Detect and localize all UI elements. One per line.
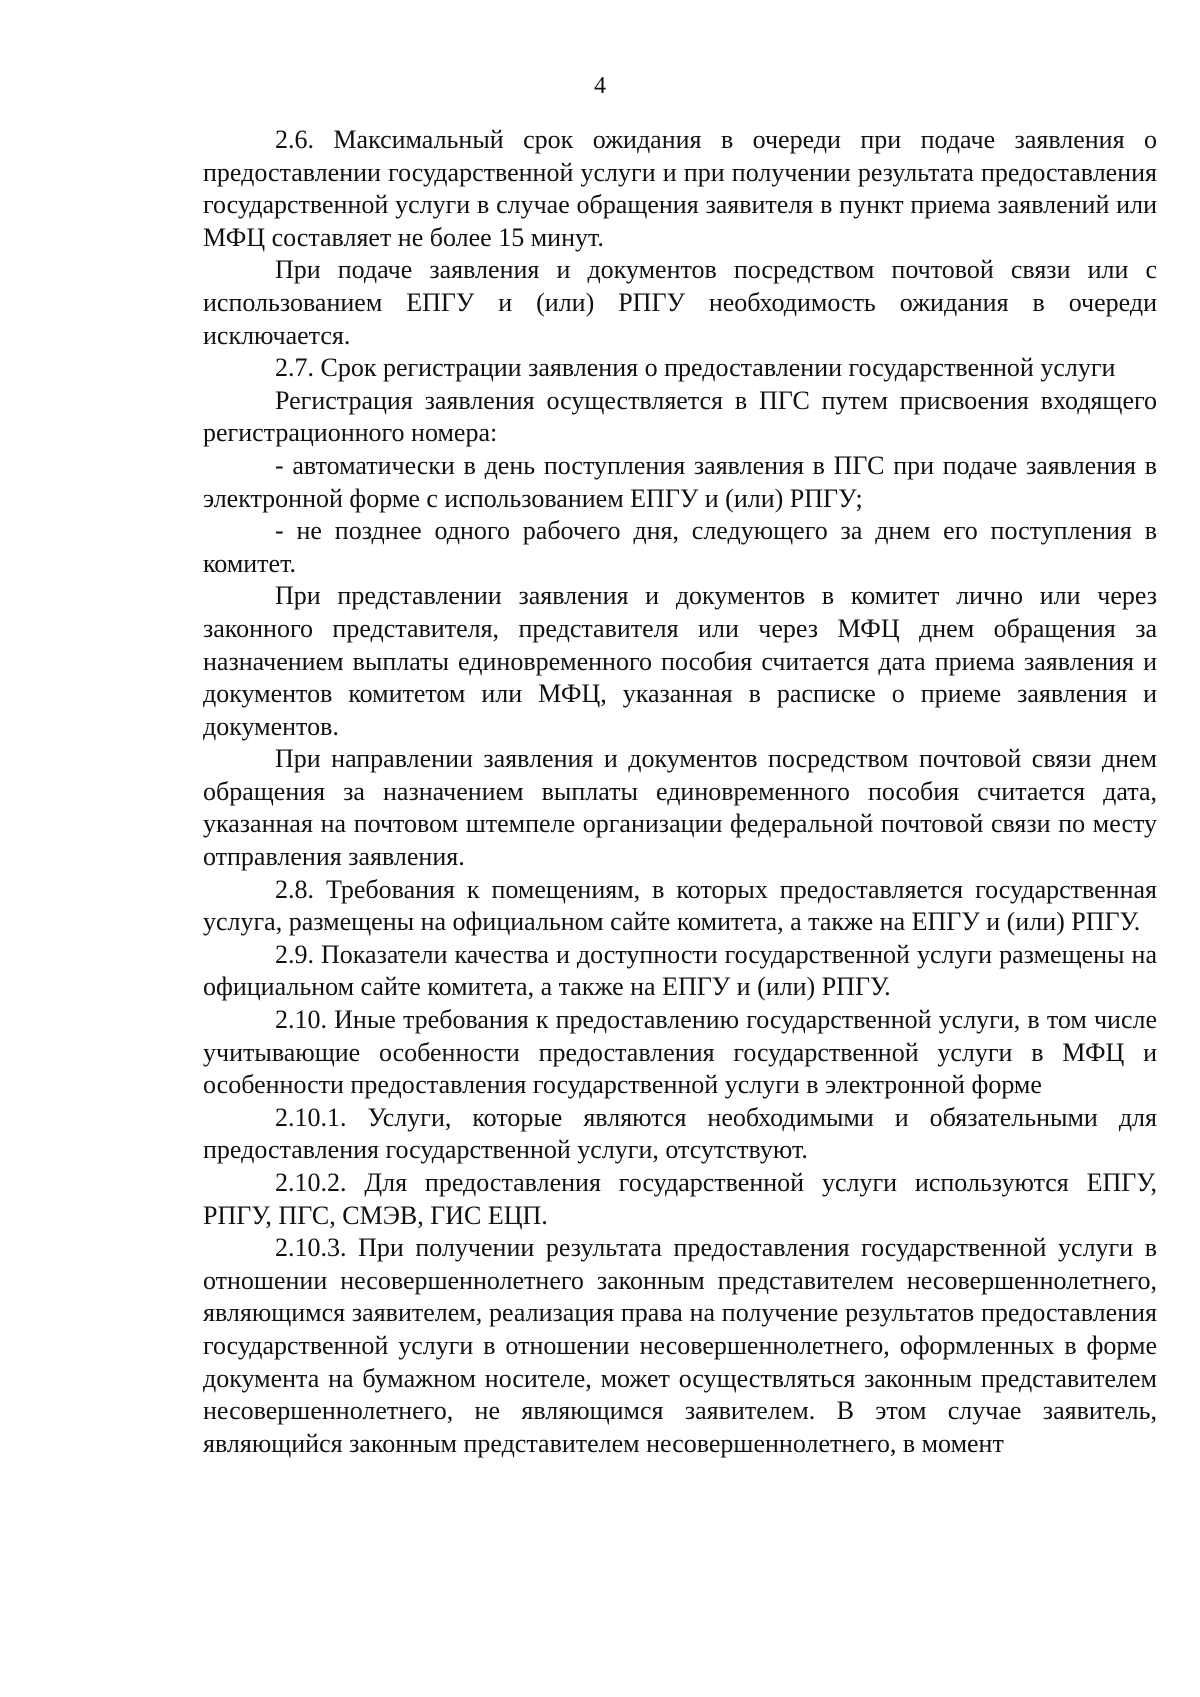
list-item-next-working-day: - не позднее одного рабочего дня, следующего за днем его поступления в комитет. [203,516,1157,578]
document-body [203,124,1157,1460]
paragraph-2-10: 2.10. Иные требования к предоставлению государственной услуги, в том числе учитывающие особенности предоставления государственной услуги в МФЦ и особенности предоставления государственной услуги в электронной форме [203,1005,1157,1100]
paragraph-2-10-2: 2.10.2. Для предоставления государственной услуги используются ЕПГУ, РПГУ, ПГС, СМЭВ, ГИС ЕЦП. [203,1168,1157,1230]
page-number: 4 [594,73,606,99]
paragraph-registration: Регистрация заявления осуществляется в ПГС путем присвоения входящего регистрационного номера: [203,385,1157,448]
list-item-automatic: - автоматически в день поступления заявления в ПГС при подаче заявления в электронной форме с использованием ЕПГУ и (или) РПГУ; [203,450,1157,513]
paragraph-2-10-1: 2.10.1. Услуги, которые являются необходимыми и обязательными для предоставления государственной услуги, отсутствуют. [203,1102,1157,1165]
paragraph-2-10-3: 2.10.3. При получении результата предоставления государственной услуги в отношении несовершеннолетнего законным представителем несовершеннолетнего, являющимся заявителем, реализация права на получение результатов предоставления государственной услуги в отношении несовершеннолетнего, оформленных в форме документа на бумажном носителе, может осуществляться законным представителем несовершеннолетнего, не являющимся заявителем. В этом случае заявитель, являющийся законным представителем несовершеннолетнего, в момент [203,1233,1157,1458]
paragraph-personal-submission: При представлении заявления и документов в комитет лично или через законного представителя, представителя или через МФЦ днем обращения за назначением выплаты единовременного пособия считается дата приема заявления и документов комитетом или МФЦ, указанная в расписке о приеме заявления и документов. [203,581,1157,741]
paragraph-postal-date: При направлении заявления и документов посредством почтовой связи днем обращения за назначением выплаты единовременного пособия считается дата, указанная на почтовом штемпеле организации федеральной почтовой связи по месту отправления заявления. [203,744,1157,872]
paragraph-2-9: 2.9. Показатели качества и доступности государственной услуги размещены на официальном сайте комитета, а также на ЕПГУ и (или) РПГУ. [203,939,1157,1002]
paragraph-postal-submission: При подаче заявления и документов посредством почтовой связи или с использованием ЕПГУ и (или) РПГУ необходимость ожидания в очереди исключается. [203,255,1157,350]
paragraph-2-6: 2.6. Максимальный срок ожидания в очереди при подаче заявления о предоставлении государственной услуги и при получении результата предоставления государственной услуги в случае обращения заявителя в пункт приема заявлений или МФЦ составляет не более 15 минут. [203,125,1157,252]
paragraph-2-7: 2.7. Срок регистрации заявления о предоставлении государственной услуги [275,353,1116,383]
paragraph-2-8: 2.8. Требования к помещениям, в которых предоставляется государственная услуга, размещены на официальном сайте комитета, а также на ЕПГУ и (или) РПГУ. [203,874,1157,937]
